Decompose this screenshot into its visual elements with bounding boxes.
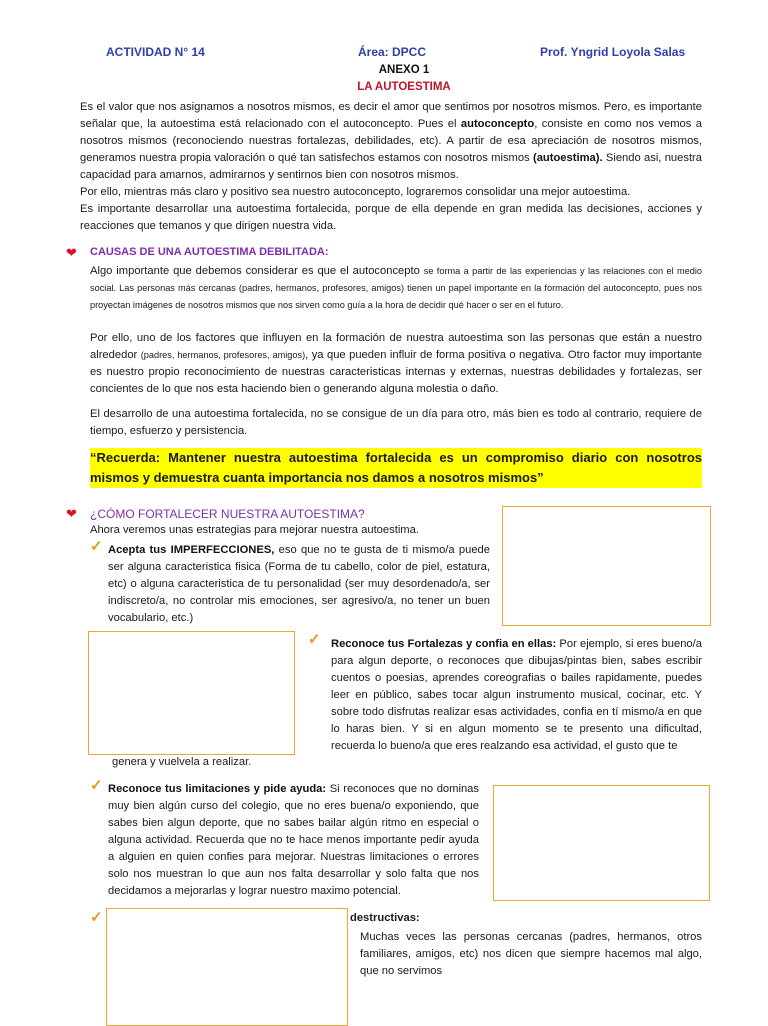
teacher-name: Prof. Yngrid Loyola Salas (540, 45, 686, 59)
intro-paragraph-1: Es el valor que nos asignamos a nosotros mismos, es decir el amor que sentimos por nosotros mismos. Pero, es importante señalar que, la autoestima está relacionado con el autoconcepto. Pues el autoconcepto, consiste en como nos vemos a nosotros mismos (reconociendo nuestras fortalezas, debilidades, etc). A partir de esa apreciación de nosotros mismos, generamos nuestra propia valoración o qué tan satisfechos estamos con nosotros mismos (autoestima). Siendo asi, nuestra capacidad para amarnos, admirarnos y sentirnos bien con nosotros mismos. (80, 101, 703, 181)
causes-heading: CAUSAS DE UNA AUTOESTIMA DEBILITADA: (90, 246, 329, 258)
page-title: LA AUTOESTIMA (357, 81, 451, 93)
causes-paragraph-3: El desarrollo de una autoestima fortalecida, no se consigue de un día para otro, más bien es todo al contrario, requiere de tiempo, esfuerzo y persistencia. (90, 408, 702, 437)
heart-icon: ❤ (66, 245, 77, 260)
item-recognize-strengths-tail: genera y vuelvela a realizar. (112, 756, 252, 768)
causes-paragraph-1: Algo importante que debemos considerar es que el autoconcepto se forma a partir de las experiencias y las relaciones con el medio social. Las personas más cercanas (padres, hermanos, profesores, amigos) tienen un papel importante en la formación del autoconcepto, pues nos proyectan imágenes de nosotros mismos que nos sirven como guía a la hora de decidir qué hacer o ser en el futuro. (90, 265, 703, 310)
checkmark-icon: ✓ (308, 631, 321, 648)
area-label: Área: DPCC (358, 45, 427, 59)
checkmark-icon: ✓ (90, 538, 103, 555)
strengthen-heading: ¿CÓMO FORTALECER NUESTRA AUTOESTIMA? (90, 507, 365, 521)
causes-paragraph-2: Por ello, uno de los factores que influyen en la formación de nuestra autoestima son las personas que están a nuestro alrededor (padres, hermanos, profesores, amigos), ya que pueden influir de forma positiva o negativa. Otro factor muy importante es nuestro propio reconocimiento de nuestras caracteristicas internas y externas, nuestras debilidades y fortalezas, ser concientes de lo que nos esta haciendo bien o generando alguna molestia o daño. (90, 332, 702, 395)
intro-paragraph-2: Por ello, mientras más claro y positivo sea nuestro autoconcepto, lograremos consolidar una mejor autoestima. (80, 186, 631, 198)
item-destructive-title: destructivas: (350, 912, 420, 924)
image-box-2 (88, 631, 295, 755)
item-destructive-text: Muchas veces las personas cercanas (padres, hermanos, otros familiares, amigos, etc) nos dicen que siempre hacemos mal algo, que no servimos (360, 931, 702, 977)
heart-icon: ❤ (66, 506, 77, 521)
annex-label: ANEXO 1 (378, 64, 430, 76)
image-box-1 (502, 506, 711, 626)
image-box-4 (106, 908, 348, 1026)
strengthen-intro: Ahora veremos unas estrategias para mejorar nuestra autoestima. (90, 524, 419, 536)
intro-paragraph-3: Es importante desarrollar una autoestima fortalecida, porque de ella depende en gran medida las decisiones, acciones y reacciones que temanos y que dirigen nuestra vida. (80, 203, 702, 232)
item-recognize-strengths: Reconoce tus Fortalezas y confia en ellas: Por ejemplo, si eres bueno/a para algun deporte, o reconoces que dibujas/pintas bien, sabes escribir cuentos o poesias, aprendes coreografias o bailes rapidamente, puedes leer en público, sabes tocar algun instrumento musical, cocinar, etc. Y sobre todo disfrutas realizar esas actividades, confia en tí mismo/a en que lo haras bien. Y si en algun momento se te presento una dificultad, recuerda lo bueno/a que eres realzando esa actividad, el gusto que te (331, 638, 702, 752)
checkmark-icon: ✓ (90, 777, 103, 794)
image-box-3 (493, 785, 710, 901)
activity-number: ACTIVIDAD N° 14 (106, 45, 205, 59)
item-recognize-limitations: Reconoce tus limitaciones y pide ayuda: Si reconoces que no dominas muy bien algún curso del colegio, que no eres buena/o exponiendo, que sabes bien algun deporte, que no sabes bailar algún ritmo en especial o alguna actividad. Recuerda que no te hace menos importante pedir ayuda a alguien en quien confies para mejorar. Nuestras limitaciones o errores solo nos muestran lo que aun nos falta desarrollar y solo falta que nos decidamos a mejorarlas y lograr nuestro maximo potencial. (108, 783, 479, 897)
item-accept-imperfections: Acepta tus IMPERFECCIONES, eso que no te gusta de ti mismo/a puede ser alguna caracteristica fisica (Forma de tu cabello, color de piel, estatura, etc) o alguna caracteristica de tu personalidad (ser muy desordenado/a, ser indiscreto/a, no controlar mis emociones, ser agresivo/a, no tener un buen vocabulario, etc.) (108, 544, 491, 624)
checkmark-icon: ✓ (90, 909, 103, 926)
highlight-quote: “Recuerda: Mantener nuestra autoestima fortalecida es un compromiso diario con nosotros mismos y demuestra cuanta importancia nos damos a nosotros mismos” (90, 448, 702, 488)
